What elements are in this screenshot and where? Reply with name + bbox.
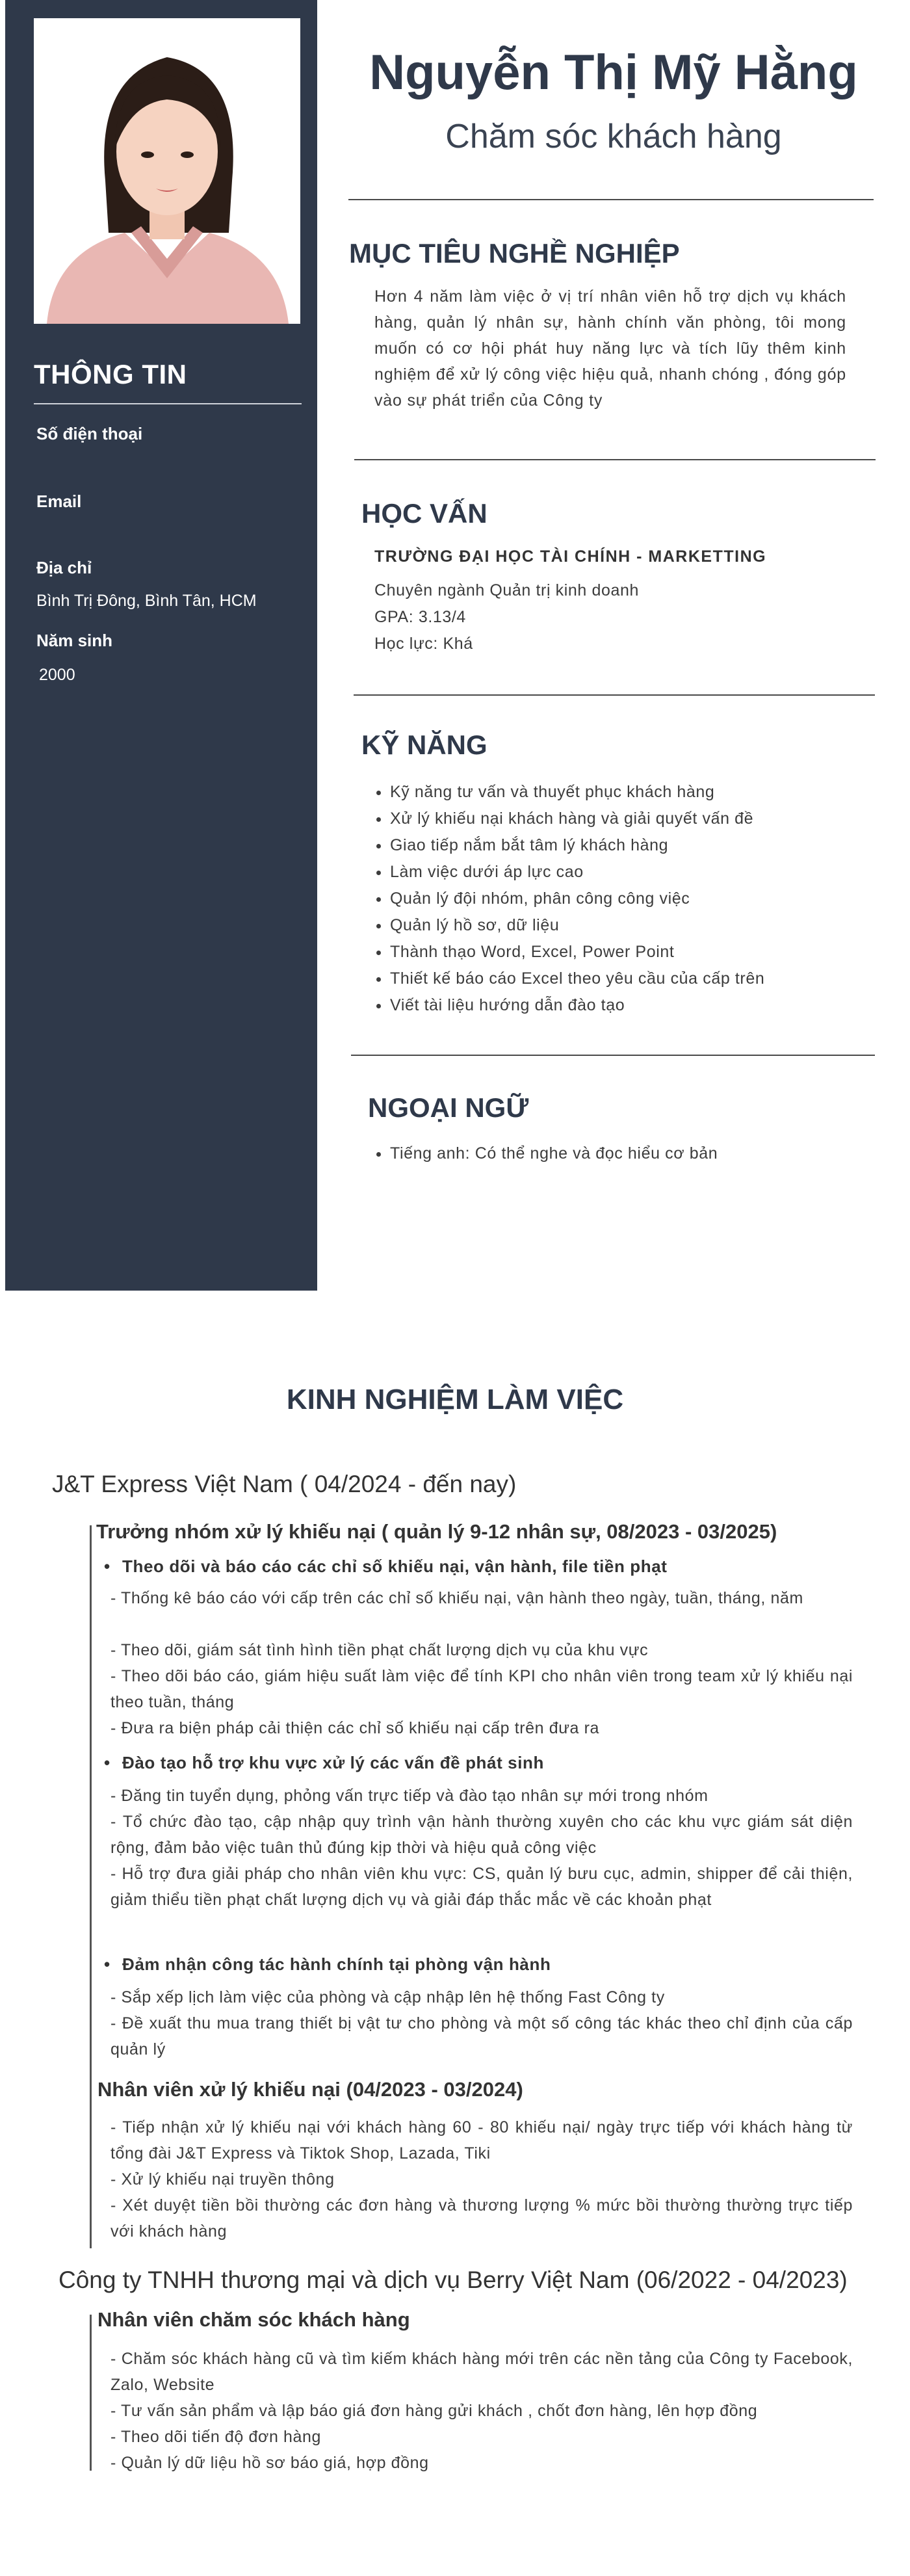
responsibility-detail: - Tổ chức đào tạo, cập nhập quy trình vận hành thường xuyên cho các khu vực giám sát diện rộng, đảm bảo việc tuân thủ đúng kịp thời và hiệu quả công việc — [110, 1813, 853, 1857]
divider — [348, 199, 874, 200]
responsibility-detail: - Xử lý khiếu nại truyền thông — [110, 2170, 335, 2188]
responsibility-detail: - Đăng tin tuyển dụng, phỏng vấn trực tiếp và đào tạo nhân sự mới trong nhóm — [110, 1787, 708, 1805]
profile-photo — [34, 18, 300, 324]
divider — [354, 694, 875, 696]
objective-text: Hơn 4 năm làm việc ở vị trí nhân viên hỗ trợ dịch vụ khách hàng, quản lý nhân sự, hành chính văn phòng, tôi mong muốn có cơ hội phát huy năng lực và tích lũy thêm kinh nghiệm để xử lý công việc hiệu quả, nhanh chóng , đóng góp vào sự phát triển của Công ty — [374, 287, 846, 410]
responsibility-detail: - Tiếp nhận xử lý khiếu nại với khách hàng 60 - 80 khiếu nại/ ngày trực tiếp với khách hàng từ tổng đài J&T Express và Tiktok Shop, Lazada, Tiki — [110, 2118, 853, 2162]
list-item: • Giao tiếp nắm bắt tâm lý khách hàng — [390, 832, 764, 859]
languages-title: NGOẠI NGỮ — [368, 1092, 529, 1123]
responsibility-detail: - Sắp xếp lịch làm việc của phòng và cập nhập lên hệ thống Fast Công ty — [110, 1988, 665, 2006]
responsibility-detail: - Hỗ trợ đưa giải pháp cho nhân viên khu vực: CS, quản lý bưu cục, admin, shipper để cải thiện, giảm thiểu tiền phạt chất lượng dịch vụ và giải đáp thắc mắc về các khoản phạt — [110, 1865, 853, 1909]
address-label: Địa chỉ — [36, 558, 92, 577]
timeline-bar — [90, 2315, 92, 2471]
birth-year-value: 2000 — [39, 666, 75, 684]
major: Chuyên ngành Quản trị kinh doanh — [374, 581, 639, 599]
responsibility-heading: • Đảm nhận công tác hành chính tại phòng vận hành — [122, 1954, 551, 1975]
address-value: Bình Trị Đông, Bình Tân, HCM — [36, 592, 257, 610]
position-title: Trưởng nhóm xử lý khiếu nại ( quản lý 9-12 nhân sự, 08/2023 - 03/2025) — [96, 1520, 777, 1543]
company-name: Công ty TNHH thương mại và dịch vụ Berry Việt Nam (06/2022 - 04/2023) — [58, 2267, 848, 2293]
sidebar-divider — [34, 403, 302, 404]
birth-year-label: Năm sinh — [36, 631, 113, 650]
responsibility-detail: - Theo dõi tiến độ đơn hàng — [110, 2428, 322, 2446]
list-item: • Xử lý khiếu nại khách hàng và giải quyết vấn đề — [390, 806, 764, 832]
phone-label: Số điện thoại — [36, 424, 143, 443]
responsibility-detail: - Đề xuất thu mua trang thiết bị vật tư cho phòng và một số công tác khác theo chỉ định của cấp quản lý — [110, 2014, 853, 2058]
list-item: • Quản lý đội nhóm, phân công công việc — [390, 886, 764, 912]
skills-list — [373, 779, 764, 1019]
responsibility-detail: - Theo dõi, giám sát tình hình tiền phạt chất lượng dịch vụ của khu vực — [110, 1641, 649, 1659]
list-item: • Viết tài liệu hướng dẫn đào tạo — [390, 992, 764, 1019]
list-item: • Kỹ năng tư vấn và thuyết phục khách hàng — [390, 779, 764, 806]
person-name: Nguyễn Thị Mỹ Hằng — [369, 45, 858, 100]
skills-title: KỸ NĂNG — [361, 729, 488, 760]
divider — [354, 459, 876, 460]
education-title: HỌC VẤN — [361, 498, 488, 529]
company-name: J&T Express Việt Nam ( 04/2024 - đến nay) — [52, 1471, 517, 1497]
list-item: • Thiết kế báo cáo Excel theo yêu cầu của cấp trên — [390, 966, 764, 992]
list-item: • Tiếng anh: Có thể nghe và đọc hiểu cơ bản — [390, 1140, 718, 1167]
email-label: Email — [36, 492, 82, 511]
gpa: GPA: 3.13/4 — [374, 608, 466, 626]
position-title: Nhân viên xử lý khiếu nại (04/2023 - 03/2024) — [98, 2078, 523, 2101]
experience-title: KINH NGHIỆM LÀM VIỆC — [286, 1384, 624, 1415]
sidebar-heading: THÔNG TIN — [34, 359, 187, 389]
academic-rank: Học lực: Khá — [374, 635, 473, 653]
list-item: • Quản lý hồ sơ, dữ liệu — [390, 912, 764, 939]
responsibility-heading: • Đào tạo hỗ trợ khu vực xử lý các vấn đề phát sinh — [122, 1753, 544, 1773]
position-title: Nhân viên chăm sóc khách hàng — [98, 2308, 410, 2331]
responsibility-detail: - Tư vấn sản phẩm và lập báo giá đơn hàng gửi khách , chốt đơn hàng, lên hợp đồng — [110, 2402, 758, 2420]
timeline-bar — [90, 1525, 92, 2248]
objective-title: MỤC TIÊU NGHỀ NGHIỆP — [349, 238, 680, 269]
responsibility-heading: • Theo dõi và báo cáo các chỉ số khiếu nại, vận hành, file tiền phạt — [122, 1557, 668, 1577]
responsibility-detail: - Đưa ra biện pháp cải thiện các chỉ số khiếu nại cấp trên đưa ra — [110, 1719, 600, 1737]
responsibility-detail: - Thống kê báo cáo với cấp trên các chỉ số khiếu nại, vận hành theo ngày, tuần, tháng, năm — [110, 1589, 803, 1607]
sidebar — [5, 0, 317, 1291]
list-item: • Thành thạo Word, Excel, Power Point — [390, 939, 764, 966]
responsibility-detail: - Xét duyệt tiền bồi thường các đơn hàng và thương lượng % mức bồi thường thường trực tiếp với khách hàng — [110, 2196, 853, 2241]
school-name: TRƯỜNG ĐẠI HỌC TÀI CHÍNH - MARKETTING — [374, 547, 767, 566]
responsibility-detail: - Chăm sóc khách hàng cũ và tìm kiếm khách hàng mới trên các nền tảng của Công ty Facebook, Zalo, Website — [110, 2350, 853, 2394]
responsibility-detail: - Quản lý dữ liệu hồ sơ báo giá, hợp đồng — [110, 2454, 429, 2472]
job-role: Chăm sóc khách hàng — [445, 118, 782, 155]
list-item: • Làm việc dưới áp lực cao — [390, 859, 764, 886]
languages-list — [373, 1140, 718, 1167]
responsibility-detail: - Theo dõi báo cáo, giám hiệu suất làm việc để tính KPI cho nhân viên trong team xử lý khiếu nại theo tuần, tháng — [110, 1667, 853, 1711]
divider — [351, 1055, 875, 1056]
